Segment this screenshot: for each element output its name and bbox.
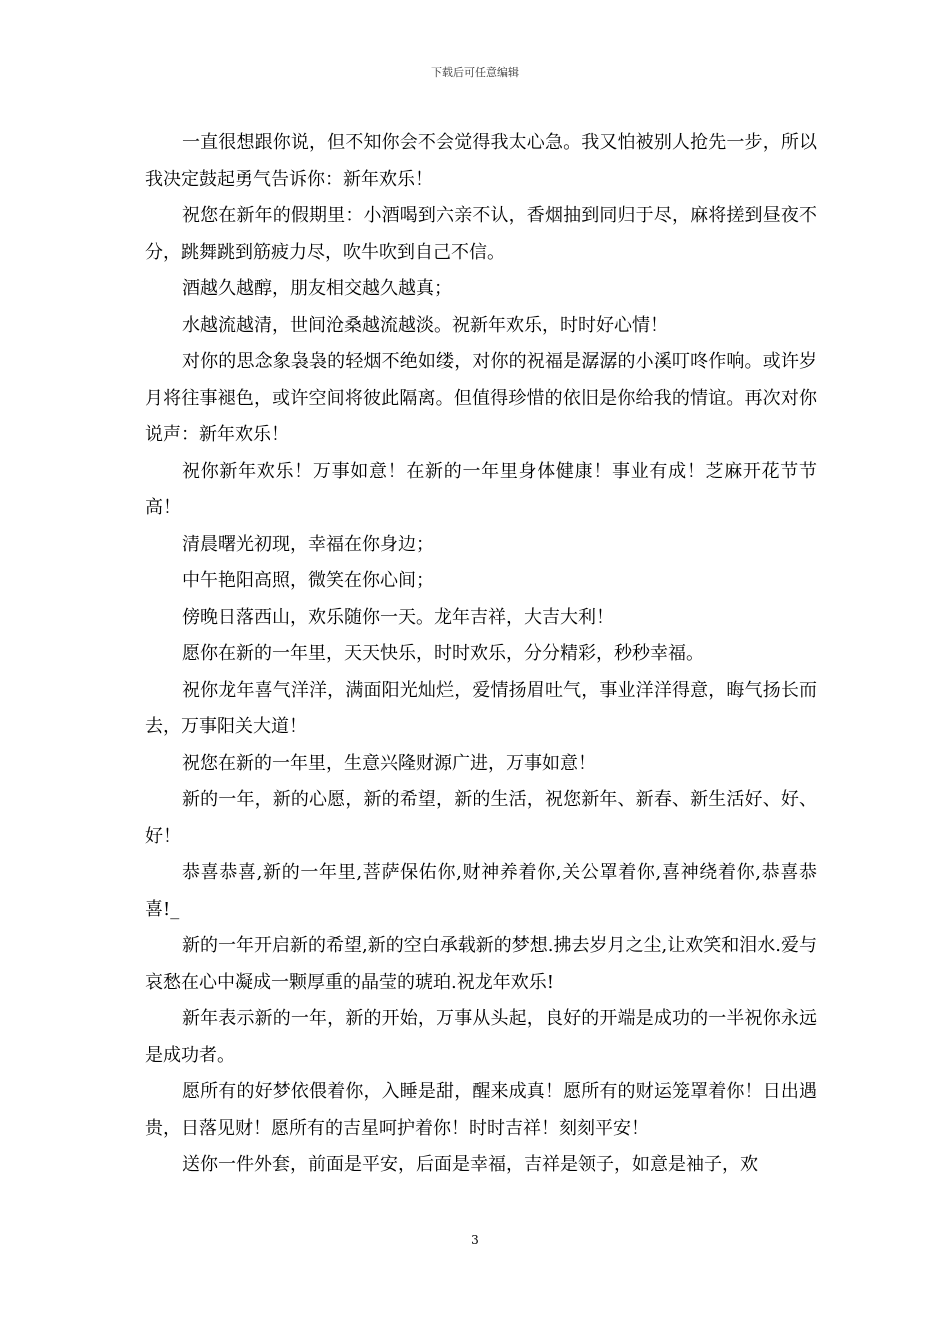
- paragraph: 清晨曙光初现，幸福在你身边；: [182, 533, 434, 555]
- paragraph: 新的一年，新的心愿，新的希望，新的生活，祝您新年、新春、新生活好、好、好！: [145, 789, 817, 847]
- paragraph: 祝你龙年喜气洋洋，满面阳光灿烂，爱情扬眉吐气，事业洋洋得意，晦气扬长而去，万事阳关大道！: [145, 679, 817, 737]
- paragraph: 恭喜恭喜,新的一年里,菩萨保佑你,财神养着你,关公罩着你,喜神绕着你,恭喜恭喜!_: [145, 862, 817, 920]
- paragraph: 对你的思念象袅袅的轻烟不绝如缕，对你的祝福是潺潺的小溪叮咚作响。或许岁月将往事褪色，或许空间将彼此隔离。但值得珍惜的依旧是你给我的情谊。再次对你说声：新年欢乐！: [145, 351, 817, 445]
- paragraph: 傍晚日落西山，欢乐随你一天。龙年吉祥，大吉大利！: [182, 606, 614, 628]
- paragraph: 中午艳阳高照，微笑在你心间；: [182, 570, 434, 591]
- paragraph: 新年表示新的一年，新的开始，万事从头起，良好的开端是成功的一半祝你永远是成功者。: [145, 1008, 817, 1066]
- paragraph: 愿所有的好梦依偎着你，入睡是甜，醒来成真！愿所有的财运笼罩着你！日出遇贵，日落见财！愿所有的吉星呵护着你！时时吉祥！刻刻平安！: [145, 1081, 817, 1139]
- paragraph: 祝你新年欢乐！万事如意！在新的一年里身体健康！事业有成！芝麻开花节节高！: [145, 460, 817, 518]
- paragraph: 送你一件外套，前面是平安，后面是幸福，吉祥是领子，如意是袖子，欢: [182, 1154, 758, 1175]
- page-number: 3: [471, 1233, 479, 1247]
- paragraph: 祝您在新的一年里，生意兴隆财源广进，万事如意！: [182, 752, 596, 774]
- page-header: 下载后可任意编辑: [431, 66, 519, 79]
- paragraph: 祝您在新年的假期里：小酒喝到六亲不认，香烟抽到同归于尽，麻将搓到昼夜不分，跳舞跳到筋疲力尽，吹牛吹到自己不信。: [145, 205, 817, 263]
- paragraph: 水越流越清，世间沧桑越流越淡。祝新年欢乐，时时好心情！: [182, 314, 668, 336]
- paragraph: 一直很想跟你说，但不知你会不会觉得我太心急。我又怕被别人抢先一步，所以我决定鼓起勇气告诉你：新年欢乐！: [145, 132, 817, 190]
- paragraph: 愿你在新的一年里，天天快乐，时时欢乐，分分精彩，秒秒幸福。: [182, 643, 704, 664]
- paragraph: 新的一年开启新的希望,新的空白承载新的梦想.拂去岁月之尘,让欢笑和泪水.爱与哀愁在心中凝成一颗厚重的晶莹的琥珀.祝龙年欢乐!: [145, 935, 817, 993]
- paragraph: 酒越久越醇，朋友相交越久越真；: [182, 278, 452, 299]
- document-body: [145, 125, 817, 1184]
